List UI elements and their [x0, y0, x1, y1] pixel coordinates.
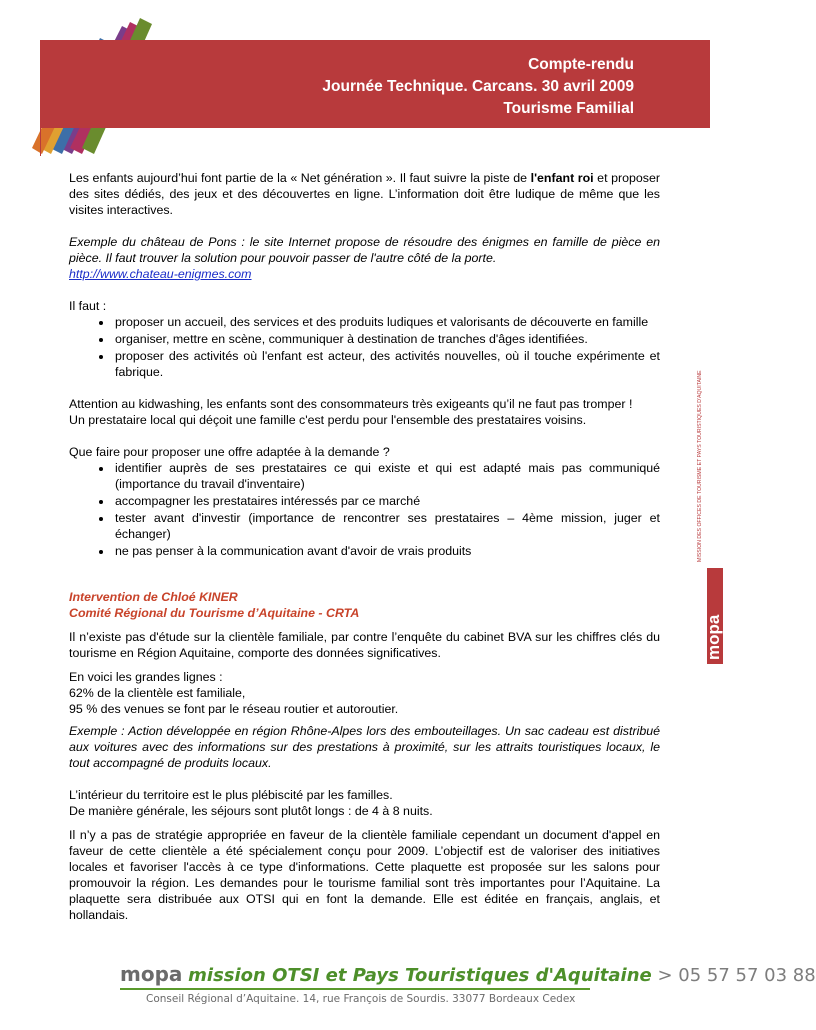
recommendations-list [69, 314, 660, 380]
list-item: • identifier auprès de ses prestataires ce qui existe et qui est adapté mais pas communiqué (importance du travail d'inventaire) [113, 460, 660, 492]
section-heading [69, 589, 660, 621]
sidebar-tagline: MISSION DES OFFICES DE TOURISME ET PAYS TOURISTIQUES D'AQUITAINE [697, 370, 703, 562]
document-body [69, 170, 660, 923]
footer-mission: mission OTSI et Pays Touristiques d'Aquitaine [188, 965, 652, 986]
actions-list [69, 460, 660, 559]
header-topic: Tourisme Familial [503, 100, 634, 117]
chateau-enigmes-link[interactable]: http://www.chateau-enigmes.com [69, 267, 252, 281]
footer [120, 962, 816, 1005]
example-pons: Exemple du château de Pons : le site Internet propose de résoudre des énigmes en famille de pièce en pièce. Il faut trouver la solution pour pouvoir passer de l'autre côté de la porte. http://www.chateau-enigmes.com [69, 235, 660, 281]
footer-phone: > 05 57 57 03 88 [657, 965, 816, 986]
territory-paragraph: L’intérieur du territoire est le plus plébiscité par les familles. De manière générale, les séjours sont plutôt longs : de 4 à 8 nuits. [69, 788, 433, 818]
footer-address: Conseil Régional d’Aquitaine. 14, rue François de Sourdis. 33077 Bordeaux Cedex [146, 993, 576, 1005]
list-item: • tester avant d'investir (importance de rencontrer ses prestataires – 4ème mission, juger et échanger) [113, 510, 660, 542]
list-item: • proposer des activités où l'enfant est acteur, des activités nouvelles, où il touche expérimente et fabrique. [113, 348, 660, 380]
example-rhone-alpes: Exemple : Action développée en région Rhône-Alpes lors des embouteillages. Un sac cadeau est distribué aux voitures avec des informations sur des prestations à proximité, sur les attraits touristiques locaux, le tout accompagné de produits locaux. [69, 724, 660, 770]
report-header [322, 54, 634, 120]
header-event: Journée Technique. Carcans. 30 avril 2009 [322, 78, 634, 95]
list-item: • ne pas penser à la communication avant d'avoir de vrais produits [113, 543, 660, 559]
intro-paragraph: Les enfants aujourd’hui font partie de la « Net génération ». Il faut suivre la piste de l'enfant roi et proposer des sites dédiés, des jeux et des découvertes en ligne. L’information doit être ludique de même que les visites interactives. [69, 171, 660, 217]
speaker-organisation: Comité Régional du Tourisme d’Aquitaine - CRTA [69, 606, 360, 620]
list-item: • proposer un accueil, des services et des produits ludiques et valorisants de découverte en famille [113, 314, 660, 330]
sidebar-brand: mopa [704, 614, 723, 660]
key-figures: En voici les grandes lignes : 62% de la clientèle est familiale, 95 % des venues se font par le réseau routier et autoroutier. [69, 670, 399, 716]
header-rule [40, 128, 41, 156]
list-item: • organiser, mettre en scène, communiquer à destination de tranches d'âges identifiées. [113, 331, 660, 347]
footer-contact [120, 962, 816, 986]
question-label: Que faire pour proposer une offre adaptée à la demande ? [69, 445, 390, 459]
enfant-roi-emphasis: l'enfant roi [530, 171, 594, 185]
footer-brand: mopa [120, 962, 183, 986]
kidwashing-paragraph: Attention au kidwashing, les enfants sont des consommateurs très exigeants qu’il ne faut pas tromper ! Un prestataire local qui déçoit une famille c'est perdu pour l'ensemble des prestataires voisins. [69, 397, 633, 427]
footer-divider [120, 988, 590, 990]
etude-paragraph: Il n’existe pas d'étude sur la clientèle familiale, par contre l’enquête du cabinet BVA sur les chiffres clés du tourisme en Région Aquitaine, comporte des données significatives. [69, 630, 660, 660]
strategy-paragraph: Il n’y a pas de stratégie appropriée en faveur de la clientèle familiale cependant un document d'appel en faveur de cette clientèle a été spécialement conçu pour 2009. L’objectif est de valoriser des initiatives locales et favoriser l'accès à ce type d'informations. Cette plaquette est proposée sur les salons pour promouvoir la région. Les demandes pour le tourisme familial sont très importantes pour l’Aquitaine. La plaquette sera distribuée aux OTSI qui en font la demande. Elle est éditée en français, anglais, et hollandais. [69, 828, 660, 922]
header-title: Compte-rendu [528, 56, 634, 73]
sidebar-branding [683, 372, 723, 664]
il-faut-label: Il faut : [69, 299, 107, 313]
speaker-name: Intervention de Chloé KINER [69, 590, 238, 604]
list-item: • accompagner les prestataires intéressés par ce marché [113, 493, 660, 509]
